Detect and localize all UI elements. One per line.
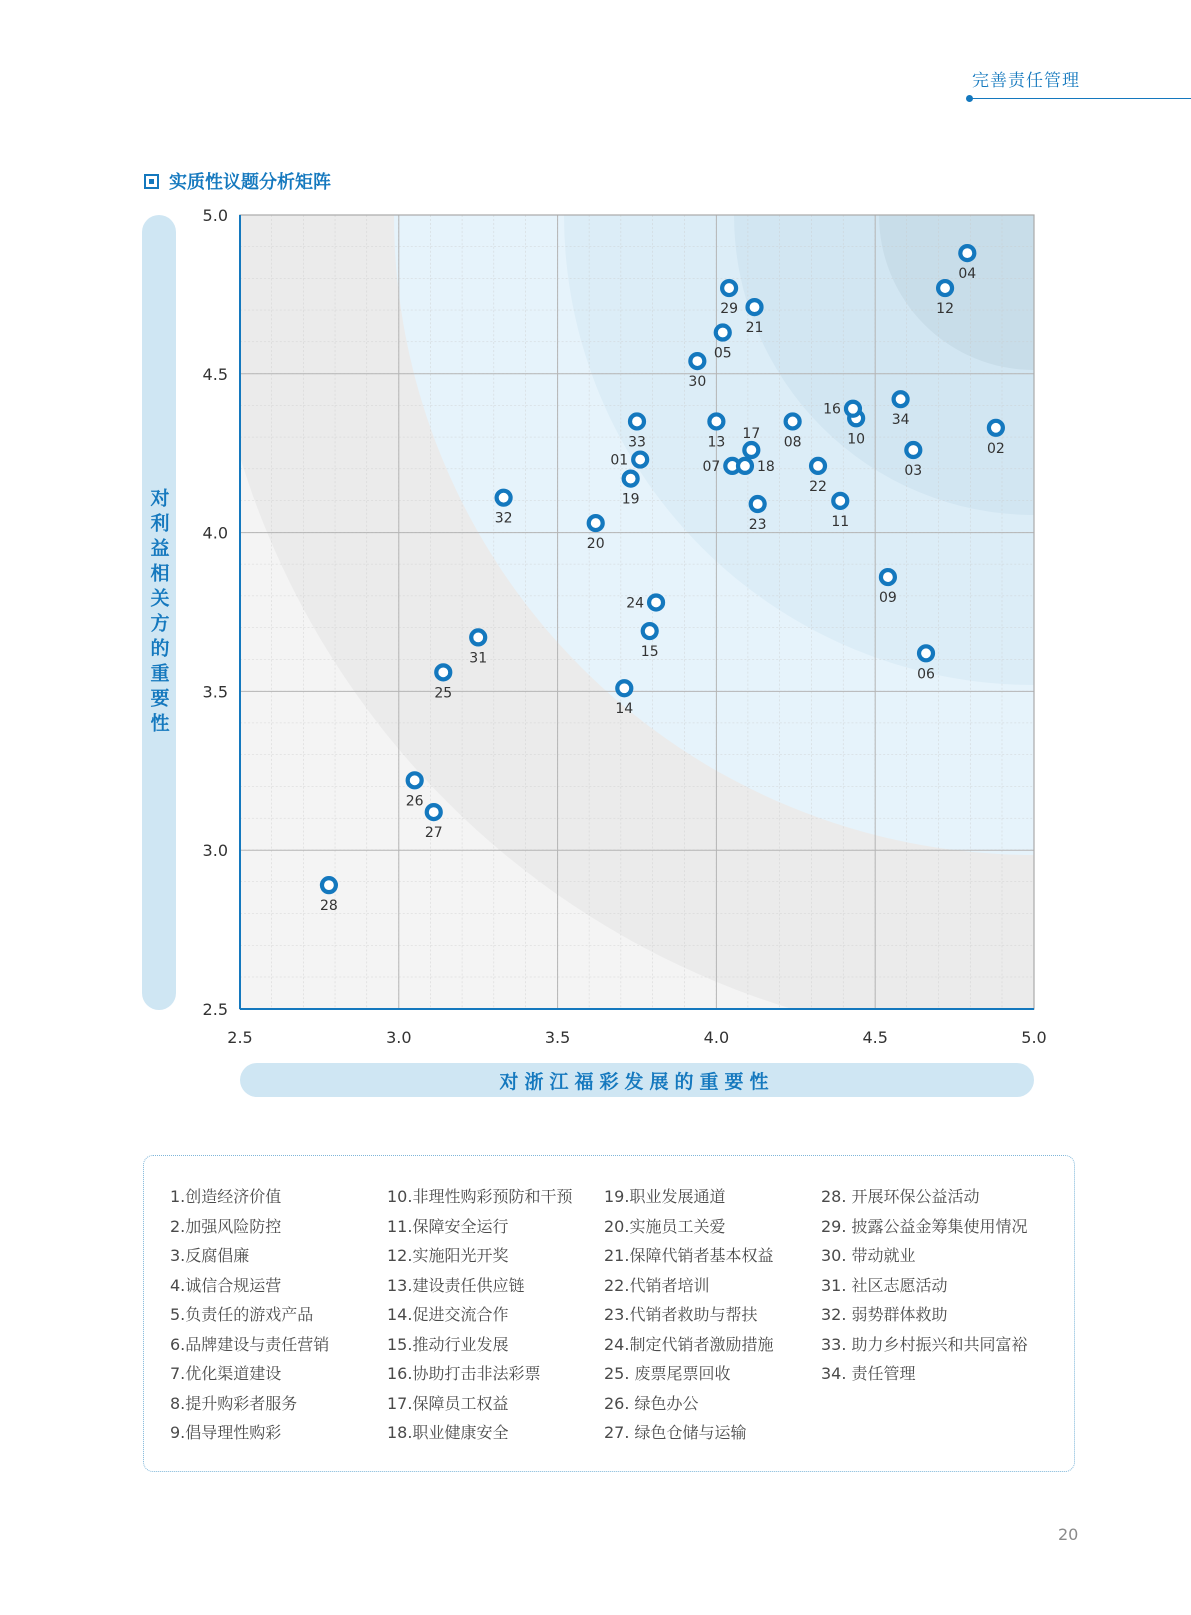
point-label: 06	[917, 666, 935, 683]
x-axis-label-pill	[240, 1063, 1034, 1097]
legend-item: 16.协助打击非法彩票	[387, 1364, 541, 1383]
point-label: 13	[707, 434, 726, 451]
point-marker	[589, 516, 603, 530]
legend-item: 20.实施员工关爱	[604, 1216, 726, 1236]
legend-item: 22.代销者培训	[604, 1275, 710, 1295]
point-label: 17	[742, 426, 761, 443]
legend-item: 13.建设责任供应链	[387, 1275, 525, 1295]
data-point-18	[738, 459, 775, 475]
point-label: 34	[891, 412, 910, 429]
point-label: 31	[469, 650, 488, 667]
x-axis-label: 对浙江福彩发展的重要性	[499, 1070, 775, 1093]
point-label: 08	[783, 434, 802, 451]
data-point-17	[742, 426, 760, 457]
legend-column-1	[170, 1182, 329, 1448]
point-label: 18	[756, 458, 775, 475]
point-label: 09	[878, 590, 897, 607]
point-label: 33	[628, 434, 646, 451]
y-tick-label: 3.0	[202, 841, 228, 861]
point-marker	[919, 646, 933, 660]
point-label: 19	[621, 491, 640, 508]
legend-item: 25. 废票尾票回收	[604, 1364, 731, 1383]
y-axis-label: 对利益相关方的重要性	[147, 487, 170, 738]
point-label: 07	[702, 458, 721, 475]
legend-item: 8.提升购彩者服务	[170, 1393, 298, 1413]
point-label: 21	[745, 320, 764, 337]
point-label: 15	[640, 644, 659, 661]
legend-item: 30. 带动就业	[821, 1246, 916, 1265]
point-marker	[786, 414, 800, 428]
legend-item: 24.制定代销者激励措施	[604, 1334, 774, 1354]
legend-item: 18.职业健康安全	[387, 1423, 509, 1442]
point-label: 05	[713, 345, 732, 362]
point-label: 16	[823, 401, 841, 418]
point-label: 20	[586, 536, 605, 553]
point-label: 22	[809, 478, 827, 495]
y-tick-label: 5.0	[202, 206, 228, 225]
legend-item: 9.倡导理性购彩	[170, 1423, 282, 1442]
legend-item: 3.反腐倡廉	[170, 1246, 250, 1265]
point-marker	[738, 459, 752, 473]
y-tick-label: 2.5	[202, 1000, 228, 1019]
plot-grid	[240, 215, 1034, 1009]
legend-box	[143, 1155, 1075, 1472]
x-tick-label: 2.5	[227, 1028, 253, 1047]
point-marker	[630, 414, 644, 428]
point-marker	[811, 459, 825, 473]
section-title-text: 实质性议题分析矩阵	[169, 172, 331, 193]
point-marker	[427, 805, 441, 819]
legend-column-4	[821, 1182, 1028, 1389]
point-marker	[989, 421, 1003, 435]
point-marker	[471, 630, 485, 644]
legend-item: 33. 助力乡村振兴和共同富裕	[821, 1334, 1028, 1354]
point-label: 10	[847, 431, 866, 448]
point-marker	[617, 681, 631, 695]
point-marker	[716, 326, 730, 340]
legend-item: 6.品牌建设与责任营销	[170, 1334, 330, 1354]
x-tick-label: 3.5	[544, 1028, 571, 1047]
point-marker	[322, 878, 336, 892]
point-label: 23	[748, 517, 767, 534]
y-tick-label: 3.5	[202, 682, 228, 702]
point-marker	[938, 281, 952, 295]
point-label: 24	[626, 595, 645, 612]
legend-item: 7.优化渠道建设	[170, 1364, 282, 1383]
x-tick-label: 4.5	[862, 1028, 888, 1047]
legend-item: 10.非理性购彩预防和干预	[387, 1187, 573, 1206]
header-title: 完善责任管理	[972, 71, 1080, 91]
legend-item: 27. 绿色仓储与运输	[604, 1423, 747, 1442]
page-number: 20	[1058, 1525, 1079, 1544]
point-label: 12	[936, 301, 954, 318]
point-marker	[744, 443, 758, 457]
point-label: 03	[904, 463, 923, 480]
point-label: 02	[986, 440, 1005, 457]
point-label: 14	[615, 701, 634, 718]
point-marker	[881, 570, 895, 584]
legend-item: 12.实施阳光开奖	[387, 1246, 509, 1265]
point-marker	[906, 443, 920, 457]
legend-item: 21.保障代销者基本权益	[604, 1246, 774, 1265]
legend-item: 17.保障员工权益	[387, 1393, 509, 1413]
point-label: 26	[405, 793, 424, 810]
point-marker	[751, 497, 765, 511]
legend-item: 4.诚信合规运营	[170, 1275, 282, 1295]
legend-item: 32. 弱势群体救助	[821, 1305, 948, 1324]
point-label: 01	[610, 452, 629, 469]
point-marker	[894, 392, 908, 406]
legend-item: 14.促进交流合作	[387, 1305, 509, 1324]
legend-item: 1.创造经济价值	[170, 1187, 282, 1206]
legend-item: 28. 开展环保公益活动	[821, 1187, 980, 1206]
point-marker	[748, 300, 762, 314]
x-tick-label: 4.0	[703, 1028, 730, 1047]
point-marker	[633, 453, 647, 467]
point-marker	[722, 281, 736, 295]
point-marker	[408, 773, 422, 787]
legend-item: 19.职业发展通道	[604, 1187, 726, 1206]
x-tick-label: 5.0	[1021, 1028, 1047, 1047]
point-marker	[643, 624, 657, 638]
point-marker	[846, 402, 860, 416]
point-label: 11	[831, 513, 850, 530]
point-marker	[624, 472, 638, 486]
point-label: 30	[688, 374, 707, 391]
point-marker	[833, 494, 847, 508]
point-label: 27	[424, 825, 443, 842]
legend-column-3	[604, 1182, 773, 1448]
legend-item: 2.加强风险防控	[170, 1216, 282, 1236]
point-label: 25	[434, 685, 453, 702]
point-marker	[690, 354, 704, 368]
point-marker	[436, 665, 450, 679]
legend-item: 11.保障安全运行	[387, 1216, 509, 1236]
legend-item: 5.负责任的游戏产品	[170, 1305, 314, 1324]
point-label: 32	[494, 510, 513, 527]
point-marker	[709, 414, 723, 428]
point-label: 28	[320, 898, 338, 915]
legend-item: 29. 披露公益金筹集使用情况	[821, 1216, 1028, 1236]
legend-item: 26. 绿色办公	[604, 1393, 699, 1413]
x-tick-label: 3.0	[386, 1028, 412, 1047]
minor-grid	[240, 215, 1034, 1009]
legend-item: 31. 社区志愿活动	[821, 1275, 948, 1295]
point-marker	[649, 595, 663, 609]
y-tick-label: 4.0	[202, 523, 228, 543]
point-marker	[960, 246, 974, 260]
legend-item: 15.推动行业发展	[387, 1334, 509, 1354]
legend-item: 34. 责任管理	[821, 1364, 916, 1383]
point-marker	[497, 491, 511, 505]
legend-item: 23.代销者救助与帮扶	[604, 1305, 758, 1324]
point-label: 04	[958, 266, 977, 283]
point-label: 29	[720, 301, 739, 318]
legend-column-2	[387, 1182, 572, 1448]
y-tick-label: 4.5	[202, 364, 228, 384]
